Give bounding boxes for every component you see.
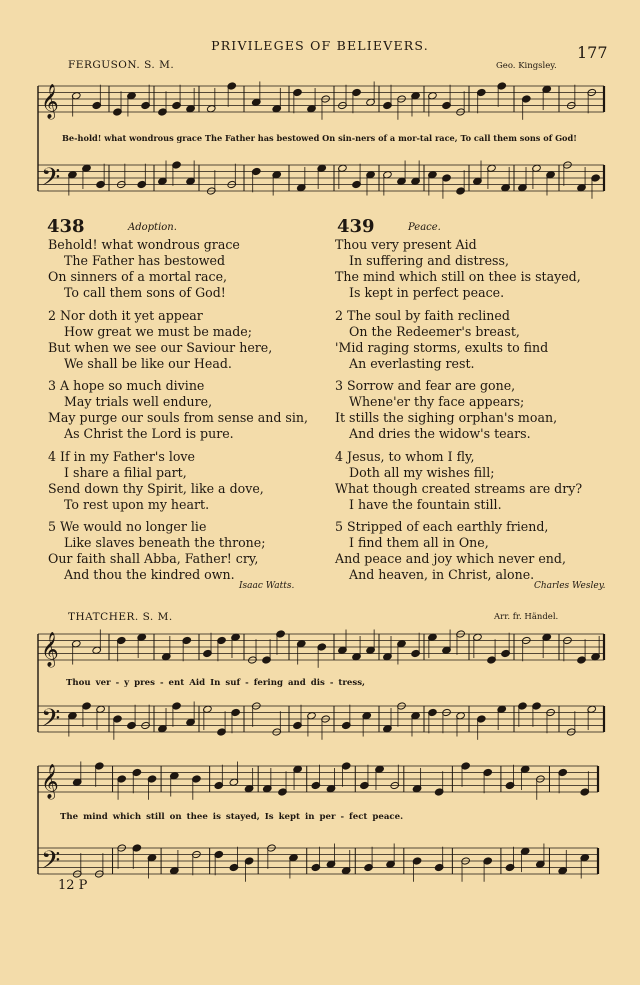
hymn-number: 438 xyxy=(47,216,85,237)
tune2-name: THATCHER. S. M. xyxy=(68,611,173,623)
tune2-composer: Arr. fr. Händel. xyxy=(494,612,559,622)
verse-line: On the Redeemer's breast, xyxy=(349,324,520,340)
verse-line: It stills the sighing orphan's moan, xyxy=(335,410,558,426)
verse-line: 4 Jesus, to whom I fly, xyxy=(335,449,475,464)
verse-line: The Father has bestowed xyxy=(64,253,226,269)
verse-line: 3 Sorrow and fear are gone, xyxy=(335,378,516,393)
verse-line: Whene'er thy face appears; xyxy=(349,394,525,410)
hymn-number: 439 xyxy=(337,216,375,237)
verse-line: Doth all my wishes fill; xyxy=(349,465,495,481)
verse-line: On sinners of a mortal race, xyxy=(48,269,228,285)
verse-line: 4 If in my Father's love xyxy=(48,449,195,464)
verse-line: What though created streams are dry? xyxy=(335,481,583,497)
verse-line: May purge our souls from sense and sin, xyxy=(48,410,309,426)
tune2-lyrics-line1: Thou ver - y pres - ent Aid In suf - fering and dis - tress, xyxy=(66,678,366,688)
verse-line: Thou very present Aid xyxy=(335,237,477,252)
hymn-title: Peace. xyxy=(408,222,441,233)
running-header: PRIVILEGES OF BELIEVERS. xyxy=(211,38,429,53)
page-number: 177 xyxy=(577,43,608,62)
verse-line: But when we see our Saviour here, xyxy=(48,340,273,356)
verse-line: The mind which still on thee is stayed, xyxy=(335,269,581,285)
treble-clef: 𝄞 xyxy=(41,84,59,119)
tune1-name: FERGUSON. S. M. xyxy=(68,59,175,71)
bass-clef: 𝄢 xyxy=(41,704,61,739)
verse-line: I share a filial part, xyxy=(64,465,187,481)
verse-line: To rest upon my heart. xyxy=(64,497,210,513)
hymn-title: Adoption. xyxy=(128,222,177,233)
verse-line: Behold! what wondrous grace xyxy=(48,237,240,252)
verse-line: We shall be like our Head. xyxy=(64,356,232,372)
verse-line: I have the fountain still. xyxy=(349,497,502,513)
verse-line: And peace and joy which never end, xyxy=(335,551,566,567)
printer-signature: 12 P xyxy=(58,878,88,893)
treble-clef: 𝄞 xyxy=(41,764,59,799)
verse-line: Send down thy Spirit, like a dove, xyxy=(48,481,264,497)
verse-line: 3 A hope so much divine xyxy=(48,378,205,393)
verse-line: In suffering and distress, xyxy=(349,253,509,269)
verse-line: And heaven, in Christ, alone. xyxy=(349,567,535,583)
verse-line: And dries the widow's tears. xyxy=(349,426,531,442)
verse-line: 5 We would no longer lie xyxy=(48,519,207,534)
verse-line: 2 Nor doth it yet appear xyxy=(48,308,203,323)
verse-line: 2 The soul by faith reclined xyxy=(335,308,510,323)
bass-clef: 𝄢 xyxy=(41,846,61,881)
verse-line: Is kept in perfect peace. xyxy=(349,285,505,301)
verse-line: Our faith shall Abba, Father! cry, xyxy=(48,551,259,567)
verse-line: As Christ the Lord is pure. xyxy=(64,426,234,442)
treble-clef: 𝄞 xyxy=(41,632,59,667)
hymn-author: Charles Wesley. xyxy=(534,581,606,591)
tune1-composer: Geo. Kingsley. xyxy=(496,61,557,71)
verse-line: How great we must be made; xyxy=(64,324,252,340)
verse-line: May trials well endure, xyxy=(64,394,213,410)
verse-line: And thou the kindred own. xyxy=(64,567,235,583)
verse-line: Like slaves beneath the throne; xyxy=(64,535,266,551)
verse-line: To call them sons of God! xyxy=(64,285,226,301)
tune1-lyrics: Be-hold! what wondrous grace The Father has bestowed On sin-ners of a mor-tal race, To call them sons of God! xyxy=(62,133,577,143)
verse-line: An everlasting rest. xyxy=(349,356,475,372)
tune2-lyrics-line2: The mind which still on thee is stayed, Is kept in per - fect peace. xyxy=(60,812,404,822)
verse-line: 'Mid raging storms, exults to find xyxy=(335,340,549,356)
verse-line: I find them all in One, xyxy=(349,535,489,551)
verse-line: 5 Stripped of each earthly friend, xyxy=(335,519,549,534)
hymn-author: Isaac Watts. xyxy=(239,581,295,591)
bass-clef: 𝄢 xyxy=(41,163,61,198)
